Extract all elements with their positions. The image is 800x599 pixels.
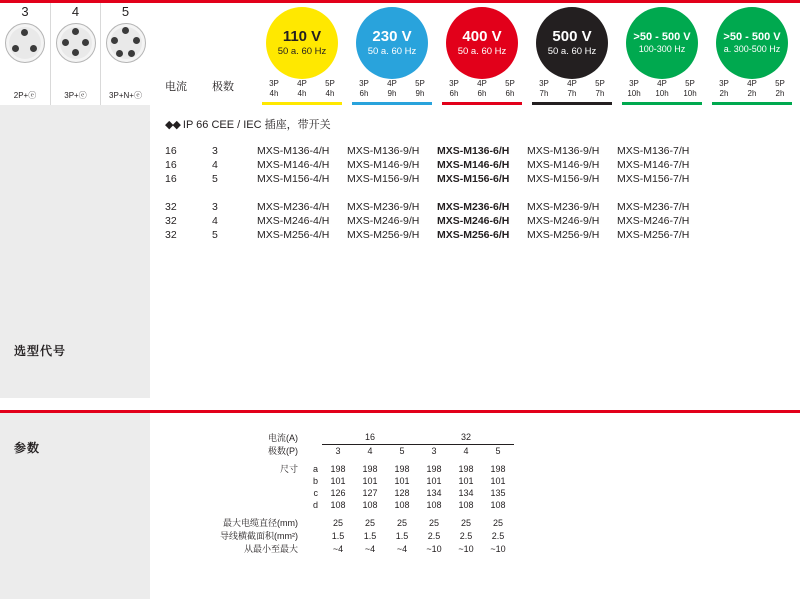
clock-position: 6h [359, 89, 369, 98]
param-value: 25 [364, 517, 375, 528]
pole-clock-row [257, 79, 347, 99]
param-value: 1.5 [331, 530, 345, 541]
pole-clock-item [533, 79, 555, 99]
param-current-group-16: 16 [322, 431, 418, 444]
cell-current: 16 [165, 173, 177, 185]
voltage-columns [257, 3, 797, 108]
pole-clock-item [499, 79, 521, 99]
clock-position: 2h [719, 89, 729, 98]
param-label: 导线横截面积(mm²) [220, 531, 298, 541]
cell-model: MXS-M156-4/H [257, 173, 330, 185]
cell-poles: 3 [212, 201, 218, 213]
plug-column-3 [0, 3, 50, 105]
param-value: 101 [330, 476, 346, 486]
pole-count: 5P [775, 79, 785, 88]
param-value: 127 [362, 488, 378, 498]
clock-position: 6h [477, 89, 487, 98]
cell-model: MXS-M146-7/H [617, 159, 690, 171]
cell-model: MXS-M236-9/H [527, 201, 600, 213]
param-value: 25 [332, 517, 343, 528]
param-value: 101 [394, 476, 410, 486]
param-dim-key: c [313, 488, 318, 498]
voltage-frequency: 50 a. 60 Hz [277, 46, 327, 58]
table-row [165, 215, 707, 229]
plug-column-5 [100, 3, 150, 105]
plug-config-label: 2P+ⓔ [13, 91, 37, 100]
param-row-dim-c [185, 487, 514, 499]
voltage-value: >50 - 500 V [723, 31, 781, 43]
table-row [165, 201, 707, 215]
voltage-column-500v [527, 3, 617, 108]
table-row [165, 159, 707, 173]
clock-position: 6h [449, 89, 459, 98]
cell-poles: 4 [212, 215, 218, 227]
header-poles: 极数 [212, 81, 234, 93]
param-value: ~4 [332, 543, 344, 554]
voltage-column-110v [257, 3, 347, 108]
voltage-badge [626, 7, 698, 79]
plug-number: 5 [121, 4, 130, 19]
param-value: 2.5 [491, 530, 505, 541]
parameters-table [185, 431, 514, 555]
param-current-group-32: 32 [418, 431, 514, 444]
table-spacer-row [165, 187, 707, 201]
param-value: ~10 [490, 543, 506, 554]
param-header-current-row [185, 431, 514, 444]
pole-clock-item [623, 79, 645, 99]
pole-count: 5P [415, 79, 425, 88]
param-value: 126 [330, 488, 346, 498]
pole-clock-item [291, 79, 313, 99]
voltage-value: >50 - 500 V [633, 31, 691, 43]
voltage-frequency: 50 a. 60 Hz [367, 46, 417, 58]
pole-count: 3P [719, 79, 729, 88]
param-value: 108 [458, 500, 474, 510]
pole-clock-item [713, 79, 735, 99]
pole-clock-item [561, 79, 583, 99]
param-pole-col: 4 [463, 445, 469, 456]
pole-count: 4P [747, 79, 757, 88]
voltage-value: 110 V [282, 27, 322, 45]
param-row-dim-a [185, 457, 514, 475]
param-pole-col: 5 [399, 445, 405, 456]
param-pole-col: 3 [431, 445, 437, 456]
pole-clock-item [443, 79, 465, 99]
param-value: 25 [428, 517, 439, 528]
cell-model: MXS-M136-6/H [437, 145, 510, 157]
param-label: 最大电缆直径(mm) [223, 518, 298, 528]
param-value: 198 [426, 463, 442, 474]
param-value: 101 [458, 476, 474, 486]
cell-model: MXS-M236-6/H [437, 201, 510, 213]
clock-position: 10h [627, 89, 641, 98]
cell-poles: 5 [212, 229, 218, 241]
cell-model: MXS-M156-7/H [617, 173, 690, 185]
pole-clock-item [741, 79, 763, 99]
param-value: 134 [426, 488, 442, 498]
param-value: 198 [490, 463, 506, 474]
plug-illustration-block [0, 0, 150, 105]
param-header-poles-row [185, 444, 514, 457]
cell-model: MXS-M256-4/H [257, 229, 330, 241]
cell-model: MXS-M246-9/H [527, 215, 600, 227]
spacer-cell [165, 187, 707, 201]
voltage-frequency: 50 a. 60 Hz [457, 46, 507, 58]
pole-count: 4P [477, 79, 487, 88]
param-header-spacer [303, 444, 322, 457]
clock-position: 6h [505, 89, 515, 98]
param-value: 108 [394, 500, 410, 510]
cell-model: MXS-M246-4/H [257, 215, 330, 227]
plug-config-label: 3P+ⓔ [64, 91, 87, 100]
param-empty-key [303, 542, 322, 555]
pole-clock-item [651, 79, 673, 99]
param-value: 101 [426, 476, 442, 486]
param-value: 101 [362, 476, 378, 486]
pole-clock-item [353, 79, 375, 99]
voltage-frequency: a. 300-500 Hz [723, 44, 781, 55]
plug-config-label: 3P+N+ⓔ [109, 91, 142, 100]
param-row-dim-d [185, 499, 514, 511]
clock-position: 2h [747, 89, 757, 98]
param-empty-key [303, 511, 322, 529]
parameters-section-content [150, 410, 800, 599]
param-pole-col: 4 [367, 445, 373, 456]
cell-model: MXS-M246-9/H [347, 215, 420, 227]
plug-columns [0, 3, 150, 105]
cell-model: MXS-M136-9/H [347, 145, 420, 157]
param-pole-col: 5 [495, 445, 501, 456]
pole-clock-row [617, 79, 707, 99]
voltage-badge [536, 7, 608, 79]
voltage-badge [446, 7, 518, 79]
cell-current: 32 [165, 215, 177, 227]
pole-count: 5P [505, 79, 515, 88]
voltage-header-strip [150, 0, 800, 105]
param-value: 108 [490, 500, 506, 510]
pole-count: 4P [297, 79, 307, 88]
parameters-section-title: 参数 [14, 441, 41, 455]
pole-clock-item [263, 79, 285, 99]
cell-poles: 5 [212, 173, 218, 185]
voltage-column-400v [437, 3, 527, 108]
param-value: ~4 [396, 543, 408, 554]
clock-position: 9h [415, 89, 425, 98]
ip-rating-line [165, 116, 331, 132]
param-value: 101 [490, 476, 506, 486]
pole-count: 4P [387, 79, 397, 88]
param-value: 108 [362, 500, 378, 510]
param-value: 2.5 [427, 530, 441, 541]
cell-model: MXS-M256-9/H [527, 229, 600, 241]
diamond-icon: ◆◆ [165, 119, 180, 131]
table-row [165, 229, 707, 243]
plug-column-4 [50, 3, 100, 105]
clock-position: 7h [595, 89, 605, 98]
cell-model: MXS-M146-9/H [347, 159, 420, 171]
pole-count: 4P [657, 79, 667, 88]
param-header-poles-label: 极数(P) [268, 446, 298, 456]
param-value: 25 [396, 517, 407, 528]
param-row-dim-b [185, 475, 514, 487]
pole-count: 3P [359, 79, 369, 88]
cell-model: MXS-M236-9/H [347, 201, 420, 213]
plug-number: 3 [21, 4, 29, 19]
pole-clock-item [319, 79, 341, 99]
param-dimension-label: 尺寸 [279, 464, 298, 474]
selection-section-content [150, 105, 800, 398]
cell-model: MXS-M256-6/H [437, 229, 510, 241]
pole-clock-item [769, 79, 791, 99]
clock-position: 4h [269, 89, 279, 98]
param-value: 128 [394, 488, 410, 498]
cell-current: 16 [165, 145, 177, 157]
cell-model: MXS-M136-4/H [257, 145, 330, 157]
pole-clock-row [347, 79, 437, 99]
voltage-badge [716, 7, 788, 79]
cell-model: MXS-M156-9/H [527, 173, 600, 185]
pole-count: 3P [269, 79, 279, 88]
pole-clock-row [437, 79, 527, 99]
cell-model: MXS-M256-7/H [617, 229, 690, 241]
plug-face-5pin-icon [106, 23, 146, 63]
param-dim-key: b [312, 476, 318, 486]
param-header-current-label: 电流(A) [268, 433, 298, 443]
param-empty-label [185, 487, 303, 499]
pole-clock-row [527, 79, 617, 99]
voltage-value: 400 V [462, 27, 502, 45]
pole-clock-item [381, 79, 403, 99]
clock-position: 7h [567, 89, 577, 98]
clock-position: 9h [387, 89, 397, 98]
table-column-headers [165, 78, 257, 94]
voltage-frequency: 100-300 Hz [638, 44, 686, 55]
param-value: 198 [330, 463, 346, 474]
cell-model: MXS-M246-6/H [437, 215, 510, 227]
param-row-min-to-max [185, 542, 514, 555]
cell-model: MXS-M136-7/H [617, 145, 690, 157]
table-row [165, 145, 707, 159]
plug-face-4pin-icon [56, 23, 96, 63]
pole-count: 3P [629, 79, 639, 88]
pole-count: 5P [595, 79, 605, 88]
voltage-column-230v [347, 3, 437, 108]
param-value: 198 [394, 463, 410, 474]
pole-count: 5P [325, 79, 335, 88]
pole-count: 5P [685, 79, 695, 88]
ip-rating-text: IP 66 CEE / IEC 插座，带开关 [182, 119, 331, 131]
param-empty-key [303, 529, 322, 542]
cell-model: MXS-M136-9/H [527, 145, 600, 157]
clock-position: 10h [655, 89, 669, 98]
cell-poles: 4 [212, 159, 218, 171]
param-pole-col: 3 [335, 445, 341, 456]
param-row-conductor-cross-section [185, 529, 514, 542]
product-type-table [165, 145, 707, 243]
clock-position: 4h [297, 89, 307, 98]
plug-face-3pin-icon [5, 23, 45, 63]
clock-position: 2h [775, 89, 785, 98]
param-header-spacer [303, 431, 322, 444]
pole-count: 4P [567, 79, 577, 88]
voltage-frequency: 50 a. 60 Hz [547, 46, 597, 58]
param-dim-key: a [312, 463, 318, 474]
cell-current: 32 [165, 229, 177, 241]
cell-model: MXS-M236-7/H [617, 201, 690, 213]
pole-clock-item [679, 79, 701, 99]
cell-model: MXS-M246-7/H [617, 215, 690, 227]
voltage-column-green-100-300hz [617, 3, 707, 108]
cell-model: MXS-M146-9/H [527, 159, 600, 171]
plug-number: 4 [71, 4, 80, 19]
cell-model: MXS-M146-6/H [437, 159, 510, 171]
param-empty-label [185, 499, 303, 511]
param-value: 134 [458, 488, 474, 498]
pole-clock-item [589, 79, 611, 99]
param-value: 198 [362, 463, 378, 474]
param-label: 从最小至最大 [243, 544, 298, 554]
param-value: 135 [490, 488, 506, 498]
cell-current: 16 [165, 159, 177, 171]
cell-poles: 3 [212, 145, 218, 157]
cell-model: MXS-M156-6/H [437, 173, 510, 185]
pole-count: 3P [449, 79, 459, 88]
cell-current: 32 [165, 201, 177, 213]
voltage-badge [356, 7, 428, 79]
clock-position: 10h [683, 89, 697, 98]
param-value: 108 [330, 500, 346, 510]
param-value: 1.5 [363, 530, 377, 541]
param-value: 108 [426, 500, 442, 510]
param-value: 198 [458, 463, 474, 474]
clock-position: 7h [539, 89, 549, 98]
voltage-value: 230 V [372, 27, 412, 45]
param-value: 25 [492, 517, 503, 528]
pole-clock-item [471, 79, 493, 99]
param-dim-key: d [312, 500, 318, 510]
cell-model: MXS-M156-9/H [347, 173, 420, 185]
param-value: ~10 [426, 543, 442, 554]
cell-model: MXS-M146-4/H [257, 159, 330, 171]
header-current: 电流 [165, 81, 187, 93]
selection-section-sidebar [0, 105, 150, 398]
param-value: 25 [460, 517, 471, 528]
voltage-column-green-300-500hz [707, 3, 797, 108]
table-row [165, 173, 707, 187]
param-row-max-cable-diameter [185, 511, 514, 529]
param-value: ~4 [364, 543, 376, 554]
pole-clock-row [707, 79, 797, 99]
param-value: 1.5 [395, 530, 409, 541]
pole-clock-item [409, 79, 431, 99]
pole-count: 3P [539, 79, 549, 88]
parameters-section-sidebar [0, 410, 150, 599]
param-value: 2.5 [459, 530, 473, 541]
param-empty-label [185, 475, 303, 487]
cell-model: MXS-M236-4/H [257, 201, 330, 213]
cell-model: MXS-M256-9/H [347, 229, 420, 241]
voltage-value: 500 V [552, 27, 592, 45]
clock-position: 4h [325, 89, 335, 98]
param-value: ~10 [458, 543, 474, 554]
selection-section-title: 选型代号 [14, 344, 67, 358]
voltage-badge [266, 7, 338, 79]
